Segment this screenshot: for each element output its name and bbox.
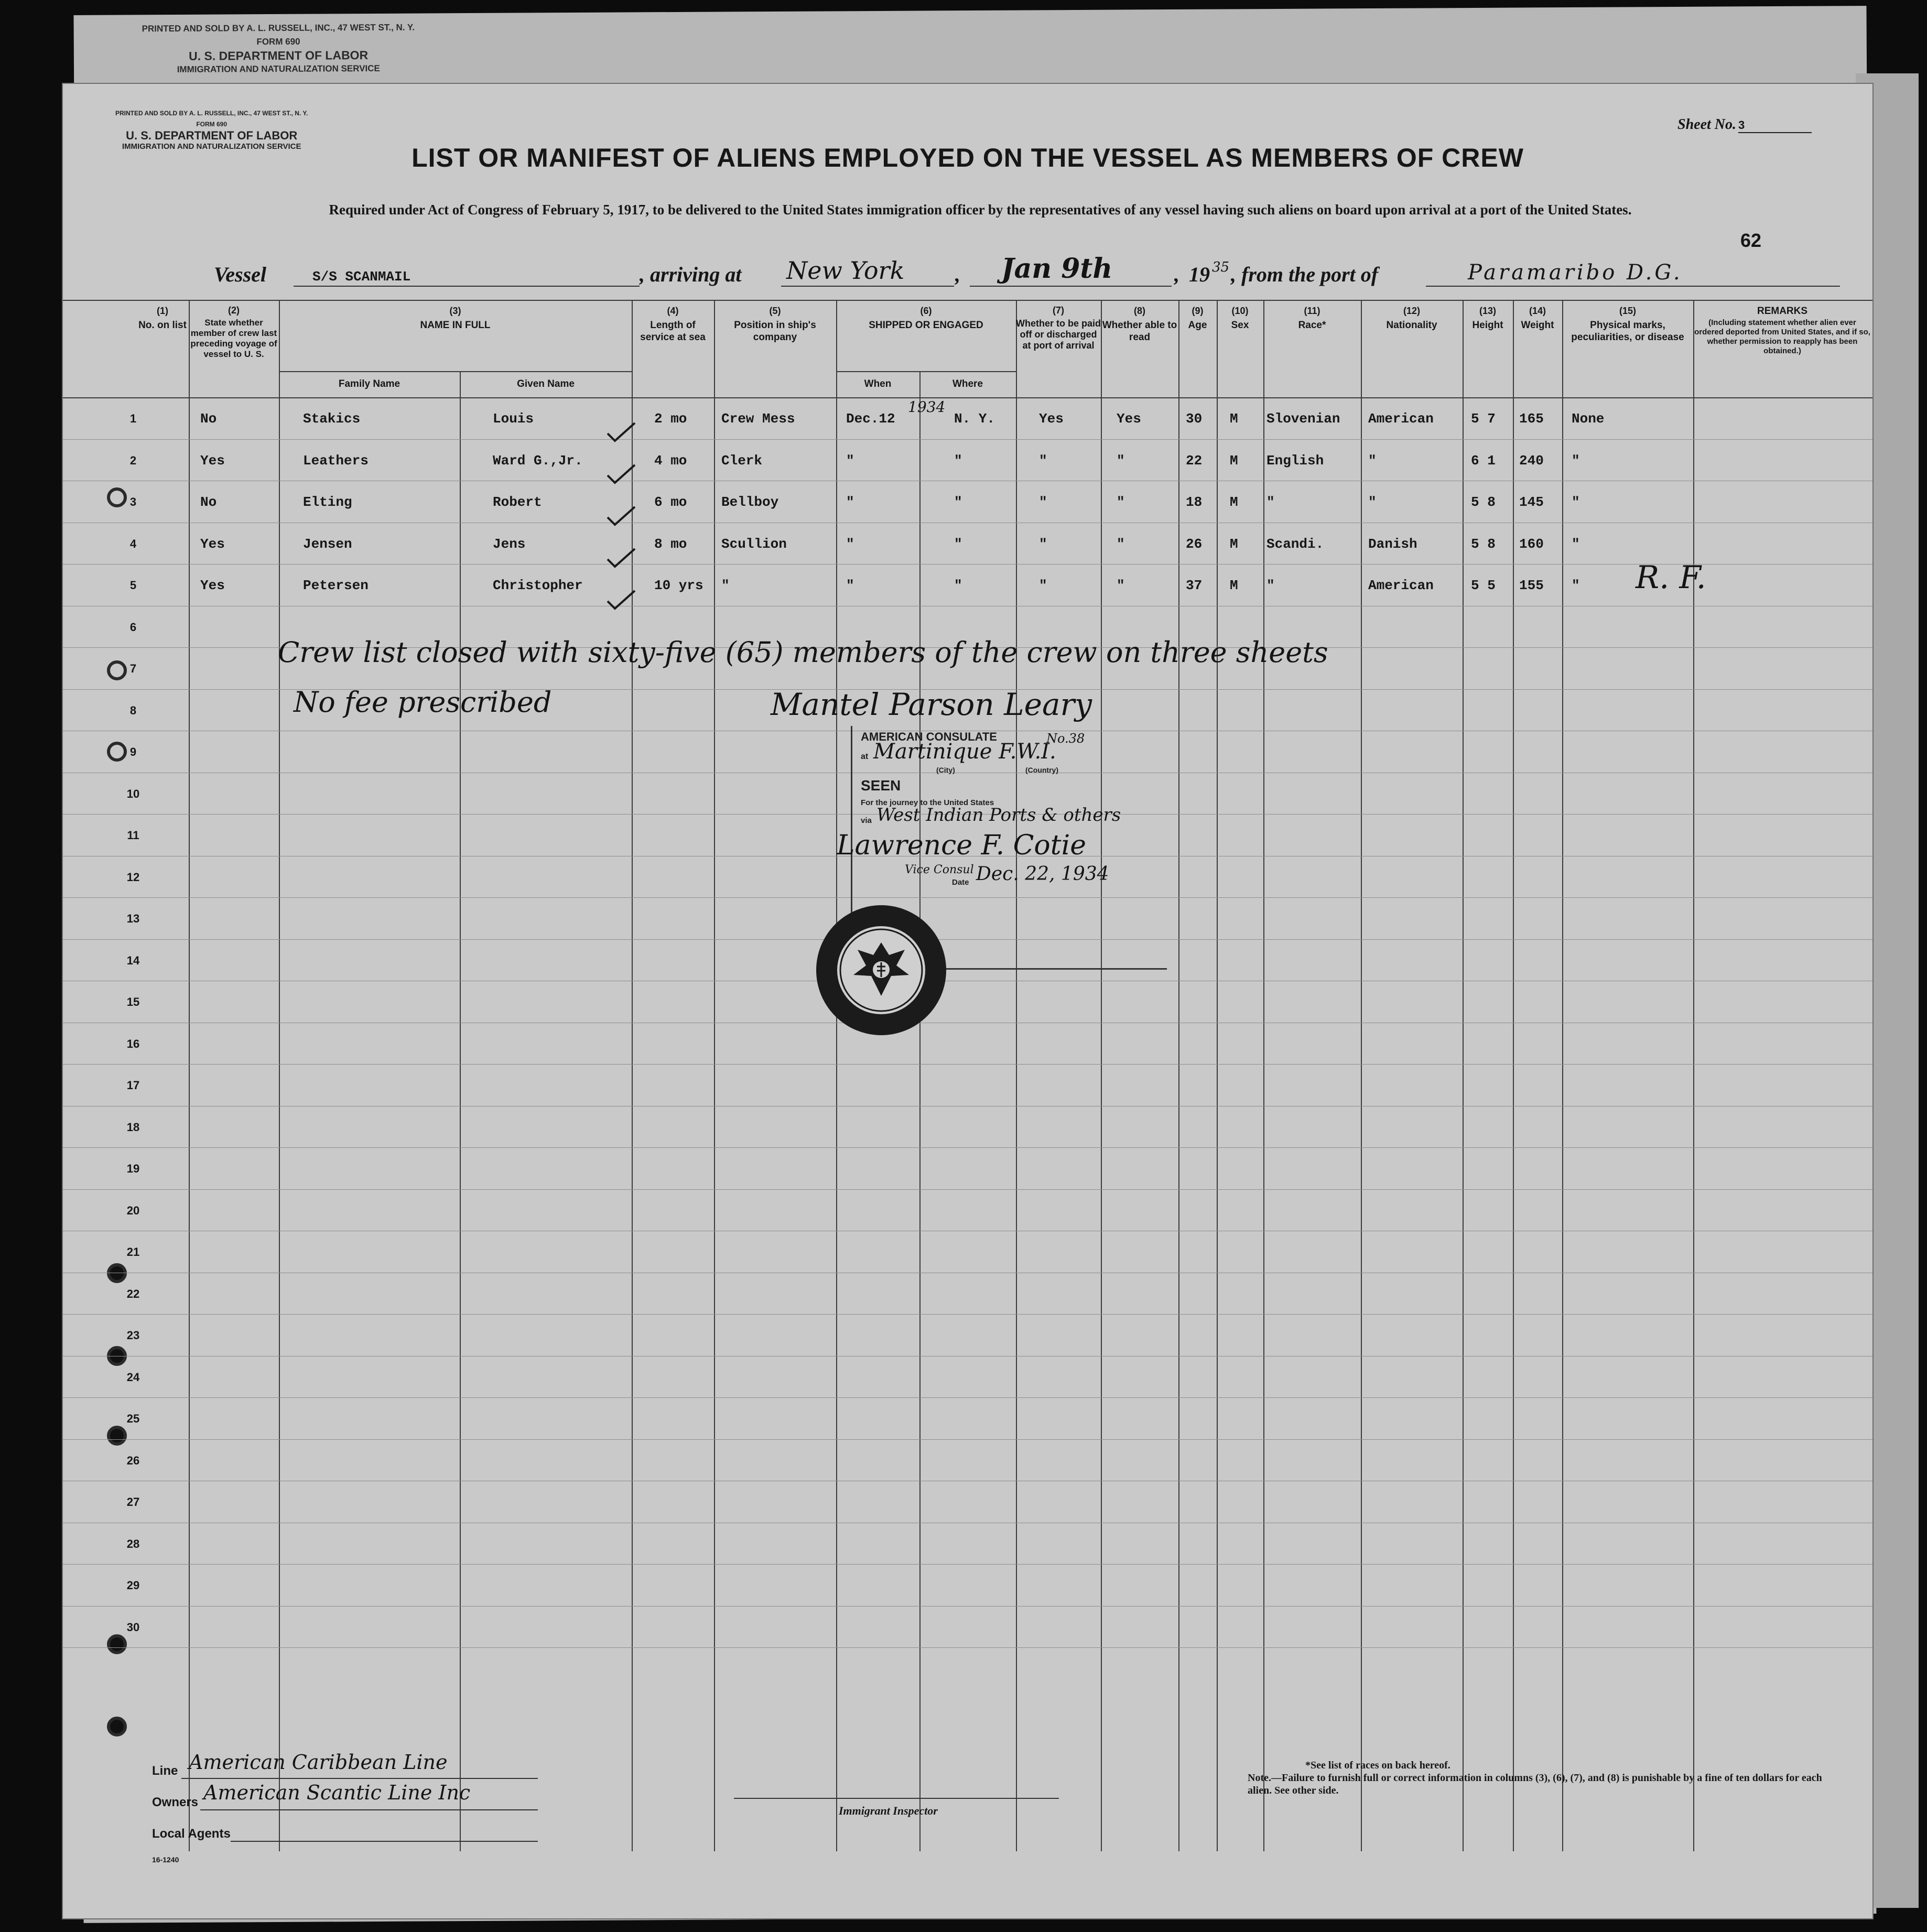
col-header-shipped: (6) SHIPPED OR ENGAGED — [869, 306, 983, 331]
row-number: 4 — [129, 537, 137, 550]
cell-weight: 160 — [1519, 536, 1544, 552]
row-number: 22 — [126, 1287, 140, 1300]
cell-nationality: American — [1368, 578, 1434, 593]
cell-nationality: Danish — [1368, 536, 1417, 552]
cell-when: " — [846, 452, 854, 469]
row-number: 3 — [129, 495, 137, 508]
crew-table — [63, 300, 1872, 1851]
cell-family: Leathers — [303, 452, 369, 469]
row-number: 13 — [126, 912, 140, 925]
row-number: 19 — [126, 1162, 140, 1175]
row-number: 12 — [126, 870, 140, 884]
cell-sex: M — [1230, 536, 1238, 552]
col-header-race: (11) Race* — [1298, 306, 1326, 331]
cell-height: 5 8 — [1471, 494, 1496, 510]
row-rule — [63, 1314, 1872, 1315]
underlying-dept: U. S. DEPARTMENT OF LABOR — [189, 48, 369, 63]
cell-nationality: " — [1368, 452, 1377, 469]
cell-given: Ward G.,Jr. — [493, 452, 583, 469]
cell-weight: 240 — [1519, 452, 1544, 469]
year-suffix: 35 — [1212, 259, 1230, 275]
col-divider — [919, 371, 921, 1851]
stamp-at-label: at — [861, 752, 869, 761]
col-header-weight: (14) Weight — [1521, 306, 1554, 331]
line-value: American Caribbean Line — [189, 1751, 448, 1774]
col-header-sex: (10) Sex — [1231, 306, 1249, 331]
row-number: 11 — [127, 829, 139, 842]
cell-service: 6 mo — [654, 494, 687, 510]
cell-year-note: 1934 — [908, 398, 946, 416]
col-header-paid-off: (7) Whether to be paid off or discharged at port of arrival — [1016, 305, 1101, 351]
cell-where: " — [954, 452, 962, 469]
check-mark-icon — [605, 422, 637, 443]
subhead-when: When — [864, 378, 892, 389]
cell-prev: Yes — [200, 578, 225, 593]
col-divider — [1361, 300, 1362, 1851]
manifest-page — [62, 83, 1874, 1919]
row-number: 20 — [126, 1203, 140, 1217]
col-divider — [1016, 300, 1017, 1851]
stamp-country-label: (Country) — [1025, 766, 1058, 774]
cell-paid-off: " — [1039, 536, 1047, 552]
cell-age: 22 — [1186, 452, 1203, 469]
subhead-where: Where — [952, 378, 983, 389]
cell-marks: " — [1572, 452, 1580, 469]
cell-race: " — [1266, 494, 1275, 510]
row-number: 1 — [129, 412, 137, 425]
cell-service: 2 mo — [654, 411, 687, 427]
cell-paid-off: " — [1039, 494, 1047, 510]
remarks-subtext: (Including statement whether alien ever ordered deported from United States, and if so, whether permission to reapply has been obtained.) — [1694, 318, 1870, 355]
col-header-height: (13) Height — [1472, 306, 1503, 331]
cell-sex: M — [1230, 411, 1238, 427]
cell-age: 18 — [1186, 494, 1203, 510]
cell-sex: M — [1230, 578, 1238, 593]
col-divider — [279, 300, 280, 1851]
consulate-seal-icon — [813, 902, 950, 1039]
row-number: 25 — [126, 1412, 140, 1425]
row-number: 10 — [126, 787, 140, 800]
header-bottom-border — [63, 397, 1872, 398]
cell-position: Scullion — [721, 536, 787, 552]
cell-paid-off: Yes — [1039, 411, 1064, 427]
cell-read: Yes — [1117, 411, 1141, 427]
row-number: 2 — [129, 453, 137, 467]
cell-weight: 145 — [1519, 494, 1544, 510]
col-divider — [836, 300, 837, 1851]
stamp-via-label: via — [861, 816, 872, 825]
col-header-previous-voyage: (2) State whether member of crew last preceding voyage of vessel to U. S. — [190, 305, 277, 359]
cell-paid-off: " — [1039, 452, 1047, 469]
cell-sex: M — [1230, 452, 1238, 469]
name-group-rule — [279, 371, 632, 372]
row-rule — [63, 439, 1872, 440]
arrival-date: Jan 9th — [1001, 253, 1113, 285]
row-number: 18 — [126, 1120, 140, 1134]
vessel-line: Vessel S/S SCANMAIL , arriving at New York , Jan 9th , 19 35 , from the port of Paramaribo D.G. — [63, 259, 1866, 291]
col-header-position: (5) Position in ship's company — [734, 306, 816, 343]
cell-nationality: " — [1368, 494, 1377, 510]
stamp-city-label: (City) — [936, 766, 955, 774]
subhead-given-name: Given Name — [517, 378, 575, 389]
cell-service: 10 yrs — [654, 578, 703, 593]
form-number: FORM 690 — [196, 121, 228, 128]
cell-family: Elting — [303, 494, 352, 510]
col-divider — [1178, 300, 1179, 1851]
stamp-journey: For the journey to the United States — [861, 798, 994, 807]
col-divider — [1513, 300, 1514, 1851]
col-header-physical-marks: (15) Physical marks, peculiarities, or disease — [1571, 306, 1684, 343]
footnote-fine: Note.—Failure to furnish full or correct information in columns (3), (6), (7), and (8) is punishable by a fine of ten dollars for each alien. See other side. — [1248, 1772, 1822, 1796]
stamp-seen: SEEN — [861, 777, 901, 794]
stamp-date: Dec. 22, 1934 — [976, 863, 1109, 885]
underlying-header — [142, 21, 415, 77]
inspector-blank — [734, 1787, 1059, 1799]
printer-line: PRINTED AND SOLD BY A. L. RUSSELL, INC., 47 WEST ST., N. Y. — [115, 110, 308, 117]
stamp-place: Martinique F.W.I. — [873, 740, 1056, 764]
row-number: 24 — [126, 1370, 140, 1384]
cell-family: Petersen — [303, 578, 369, 593]
local-agents-blank — [231, 1830, 538, 1842]
remark-row4: R. F. — [1636, 559, 1706, 596]
cell-read: " — [1117, 452, 1125, 469]
cell-age: 30 — [1186, 411, 1203, 427]
row-number: 7 — [129, 662, 137, 675]
cell-when: " — [846, 536, 854, 552]
cell-given: Jens — [493, 536, 526, 552]
col-divider — [460, 371, 461, 1851]
cell-position: Crew Mess — [721, 411, 795, 427]
consul-signature: Lawrence F. Cotie — [837, 830, 1087, 861]
inspector-label: Immigrant Inspector — [839, 1804, 938, 1817]
row-rule — [63, 564, 1872, 565]
cell-given: Robert — [493, 494, 542, 510]
master-signature: Mantel Parson Leary — [771, 687, 1092, 722]
row-number: 29 — [126, 1579, 140, 1592]
footnote-races: *See list of races on back hereof. — [1305, 1760, 1450, 1771]
underlying-service: IMMIGRATION AND NATURALIZATION SERVICE — [177, 63, 380, 74]
cell-when: " — [846, 578, 854, 593]
footnote — [1248, 1759, 1824, 1797]
cell-age: 37 — [1186, 578, 1203, 593]
cell-nationality: American — [1368, 411, 1434, 427]
cell-when: Dec.12 — [846, 411, 895, 427]
row-rule — [63, 1397, 1872, 1398]
cell-weight: 165 — [1519, 411, 1544, 427]
cell-marks: " — [1572, 578, 1580, 593]
cell-position: Clerk — [721, 452, 763, 469]
department-name: U. S. DEPARTMENT OF LABOR — [126, 129, 298, 142]
arriving-label: , arriving at — [640, 263, 742, 286]
stamp-via: West Indian Ports & others — [876, 805, 1121, 826]
col-header-nationality: (12) Nationality — [1386, 306, 1437, 331]
arriving-port: New York — [786, 256, 905, 285]
cell-race: Slovenian — [1266, 411, 1340, 427]
cell-given: Christopher — [493, 578, 583, 593]
cell-service: 8 mo — [654, 536, 687, 552]
page-number: 62 — [1740, 230, 1762, 251]
owners-label: Owners — [152, 1795, 199, 1809]
row-number: 21 — [126, 1245, 140, 1258]
cell-position: Bellboy — [721, 494, 779, 510]
cell-marks: None — [1572, 411, 1605, 427]
col-divider — [189, 300, 190, 1851]
crew-list-closed-note: Crew list closed with sixty-five (65) members of the crew on three sheets — [278, 636, 1328, 669]
cell-read: " — [1117, 494, 1125, 510]
col-header-age: (9) Age — [1188, 306, 1207, 331]
cell-prev: No — [200, 411, 217, 427]
no-fee-note: No fee prescribed — [294, 686, 552, 719]
col-divider — [1217, 300, 1218, 1851]
row-rule — [63, 1647, 1872, 1648]
col-divider — [1263, 300, 1264, 1851]
row-rule — [63, 1606, 1872, 1607]
cell-race: " — [1266, 578, 1275, 593]
col-divider — [1101, 300, 1102, 1851]
row-number: 30 — [126, 1620, 140, 1634]
row-number: 16 — [126, 1037, 140, 1050]
cell-family: Jensen — [303, 536, 352, 552]
consul-title: Vice Consul — [905, 863, 974, 876]
cell-prev: Yes — [200, 452, 225, 469]
cell-height: 5 7 — [1471, 411, 1496, 427]
underlying-printer: PRINTED AND SOLD BY A. L. RUSSELL, INC., 47 WEST ST., N. Y. — [142, 22, 415, 34]
cell-when: " — [846, 494, 854, 510]
col-divider — [1562, 300, 1563, 1851]
check-mark-icon — [605, 506, 637, 527]
col-divider — [714, 300, 715, 1851]
cell-where: " — [954, 578, 962, 593]
cell-family: Stakics — [303, 411, 361, 427]
row-number: 15 — [126, 995, 140, 1008]
underlying-form: FORM 690 — [256, 36, 300, 47]
row-rule — [63, 1439, 1872, 1440]
vessel-label: Vessel — [214, 263, 266, 286]
col-header-remarks: REMARKS (Including statement whether alien ever ordered deported from United States, and if so, whether permission to reapply has been obtained.) — [1693, 305, 1871, 356]
stamp-date-label: Date — [952, 878, 969, 887]
cell-age: 26 — [1186, 536, 1203, 552]
col-header-name: (3) NAME IN FULL — [420, 306, 491, 331]
cell-sex: M — [1230, 494, 1238, 510]
stamp-heading: AMERICAN CONSULATE — [861, 730, 997, 743]
cell-read: " — [1117, 536, 1125, 552]
col-divider — [1693, 300, 1694, 1851]
cell-read: " — [1117, 578, 1125, 593]
cell-height: 6 1 — [1471, 452, 1496, 469]
check-mark-icon — [605, 464, 637, 485]
cell-service: 4 mo — [654, 452, 687, 469]
row-rule — [63, 1189, 1872, 1190]
cell-height: 5 5 — [1471, 578, 1496, 593]
sheet-number — [1677, 116, 1812, 133]
sheet-value: 3 — [1738, 118, 1812, 133]
cell-weight: 155 — [1519, 578, 1544, 593]
row-number: 8 — [129, 703, 137, 717]
page-title: LIST OR MANIFEST OF ALIENS EMPLOYED ON THE VESSEL AS MEMBERS OF CREW — [412, 143, 1524, 172]
sheet-label: Sheet No. — [1677, 116, 1736, 133]
cell-race: English — [1266, 452, 1324, 469]
line-label: Line — [152, 1764, 178, 1778]
owners-value: American Scantic Line Inc — [203, 1781, 471, 1804]
row-number: 14 — [126, 953, 140, 967]
row-rule — [63, 1564, 1872, 1565]
col-divider — [632, 300, 633, 1851]
vessel-name: S/S SCANMAIL — [312, 269, 411, 285]
col-header-no: (1) No. on list — [138, 306, 187, 331]
form-code: 16-1240 — [152, 1855, 179, 1864]
cell-marks: " — [1572, 494, 1580, 510]
stamp-no-label: No. — [1046, 731, 1069, 746]
row-number: 23 — [126, 1329, 140, 1342]
cell-given: Louis — [493, 411, 534, 427]
check-mark-icon — [605, 590, 637, 611]
cell-race: Scandi. — [1266, 536, 1324, 552]
service-name: IMMIGRATION AND NATURALIZATION SERVICE — [122, 142, 301, 151]
subhead-family-name: Family Name — [338, 378, 400, 389]
col-header-service: (4) Length of service at sea — [640, 306, 706, 343]
cell-paid-off: " — [1039, 578, 1047, 593]
row-number: 6 — [129, 620, 137, 634]
table-top-border — [63, 300, 1872, 301]
page-subtitle: Required under Act of Congress of February 5, 1917, to be delivered to the United States immigration officer by the representatives of any vessel having such aliens on board upon arrival at a port of the United States. — [329, 202, 1632, 218]
stamp-no-value: 38 — [1068, 731, 1085, 746]
cell-where: " — [954, 494, 962, 510]
cell-where: " — [954, 536, 962, 552]
cell-marks: " — [1572, 536, 1580, 552]
cell-prev: Yes — [200, 536, 225, 552]
check-mark-icon — [605, 548, 637, 569]
row-rule — [63, 1064, 1872, 1065]
from-port: Paramaribo D.G. — [1468, 261, 1683, 285]
col-divider — [1463, 300, 1464, 1851]
row-number: 28 — [126, 1537, 140, 1550]
cell-position: " — [721, 578, 730, 593]
row-number: 5 — [129, 579, 137, 592]
cell-where: N. Y. — [954, 411, 995, 427]
from-label: , from the port of — [1231, 263, 1379, 286]
row-number: 9 — [129, 745, 137, 758]
col-header-read: (8) Whether able to read — [1102, 306, 1177, 343]
year-prefix: 19 — [1189, 263, 1210, 286]
local-agents-label: Local Agents — [152, 1827, 231, 1841]
row-number: 27 — [126, 1495, 140, 1508]
shipped-group-rule — [836, 371, 1016, 372]
row-number: 26 — [126, 1453, 140, 1467]
row-number: 17 — [126, 1079, 140, 1092]
cell-prev: No — [200, 494, 217, 510]
row-rule — [63, 1147, 1872, 1148]
cell-height: 5 8 — [1471, 536, 1496, 552]
